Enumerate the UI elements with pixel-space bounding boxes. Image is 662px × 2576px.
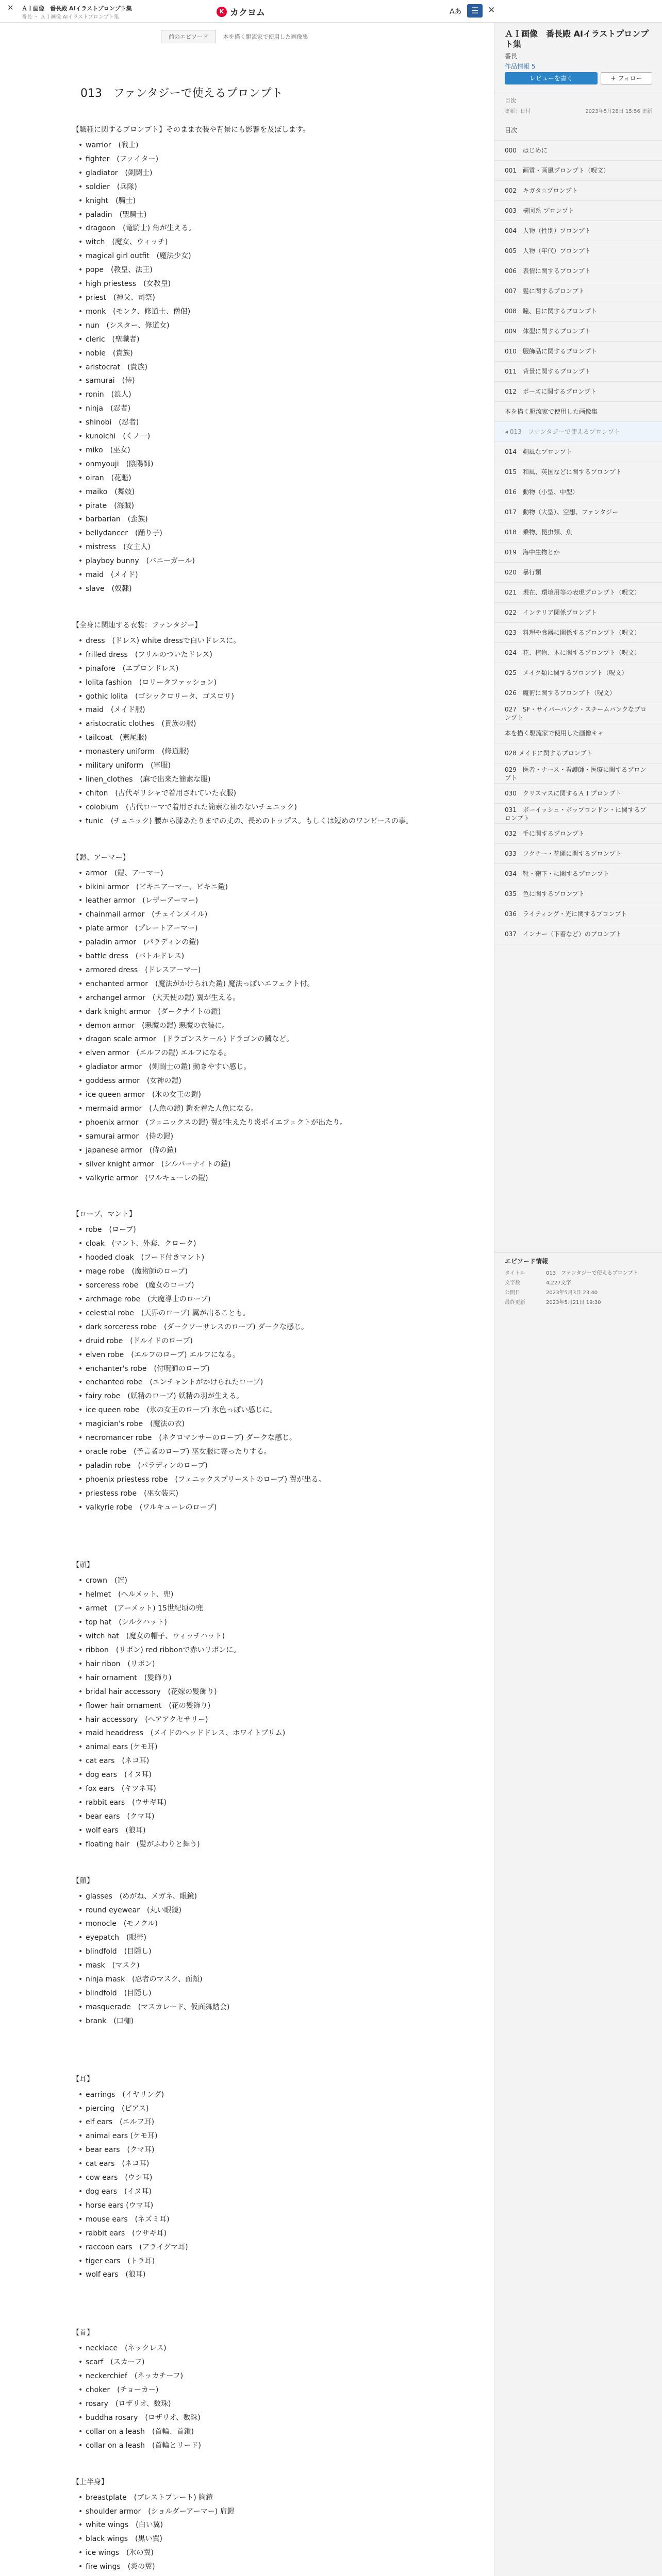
prompt-list	[72, 634, 428, 828]
list-item: • oiran (花魁)	[72, 471, 428, 485]
close-icon[interactable]: ✕	[7, 3, 14, 12]
list-item: • sorceress robe (魔女のローブ)	[72, 1279, 428, 1293]
update-dates	[494, 106, 662, 117]
prompt-list	[72, 1574, 428, 1851]
list-item: • horse ears (ウマ耳)	[72, 2199, 428, 2213]
list-item: • archmage robe (大魔導士のローブ)	[72, 1293, 428, 1307]
book-title[interactable]: ＡＩ画像 番長殿 AIイラストプロンプト集	[22, 5, 132, 12]
episode-info-key: 公開日	[505, 1290, 520, 1296]
toc-item[interactable]: 022 インテリア関係プロンプト	[494, 603, 662, 623]
list-item: • phoenix armor (フェニックスの鎧) 翼が生えたり炎ポイエフェクトが出たり。	[72, 1116, 428, 1130]
list-item: • gothic lolita (ゴシックロリータ、ゴスロリ)	[72, 690, 428, 704]
toc-item[interactable]: 目次	[494, 121, 662, 141]
list-item: • animal ears (ケモ耳)	[72, 1740, 428, 1754]
list-item: • gladiator armor (剣闘士の鎧) 動きやすい感じ。	[72, 1060, 428, 1074]
toc-item[interactable]: 032 手に関するプロンプト	[494, 824, 662, 844]
toc-item[interactable]: 026 魔術に関するプロンプト（呪文）	[494, 683, 662, 703]
toc-item[interactable]: 028 メイドに関するプロンプト	[494, 743, 662, 764]
list-item: • mage robe (魔術師のローブ)	[72, 1265, 428, 1279]
list-item: • buddha rosary (ロザリオ、数珠)	[72, 2411, 428, 2425]
list-item: • fox ears (キツネ耳)	[72, 1782, 428, 1796]
list-item: • dog ears (イヌ耳)	[72, 1768, 428, 1782]
list-item: • wolf ears (狼耳)	[72, 1824, 428, 1838]
article-body	[72, 60, 428, 2576]
list-item: • cow ears (ウシ耳)	[72, 2171, 428, 2185]
list-item: • lolita fashion (ロリータファッション)	[72, 676, 428, 690]
list-item: • white wings (白い翼)	[72, 2518, 428, 2532]
write-review-button[interactable]: レビューを書く	[505, 72, 598, 84]
toc-item[interactable]: 021 現在、環境用等の表現プロンプト（呪文）	[494, 583, 662, 603]
list-item: • floating hair (髪がふわりと舞う)	[72, 1838, 428, 1852]
toc-item[interactable]: 011 背景に関するプロンプト	[494, 362, 662, 382]
list-item: • aristocrat (貴族)	[72, 361, 428, 375]
article-sections	[72, 124, 428, 2576]
list-item	[72, 2574, 428, 2576]
list-item: • dark sorceress robe (ダークソーサレスのローブ) ダークな感じ。	[72, 1320, 428, 1334]
list-item: • archangel armor (大天使の鎧) 翼が生える。	[72, 991, 428, 1005]
list-item: • magical girl outfit (魔法少女)	[72, 249, 428, 263]
list-item: • mermaid armor (人魚の鎧) 鎧を着た人魚になる。	[72, 1102, 428, 1116]
list-item: • miko (巫女)	[72, 444, 428, 457]
toc-item[interactable]: 031 ボーイッシュ・ポップロンドン・に関するプロンプト	[494, 804, 662, 824]
list-item: • hair ornament (髪飾り)	[72, 1671, 428, 1685]
list-item: • necromancer robe (ネクロマンサーのローブ) ダークな感じ。	[72, 1431, 428, 1445]
list-item: • maid (メイド服)	[72, 703, 428, 717]
toc-item[interactable]: 033 フクナー・花関に関するプロンプト	[494, 844, 662, 864]
list-item: • brank (口枷)	[72, 2014, 428, 2028]
episode-info-value: 2023年5月3日 23:40	[546, 1290, 598, 1296]
close-panel-icon[interactable]: ✕	[488, 5, 495, 15]
list-item: • monocle (モノクル)	[72, 1917, 428, 1931]
date-left: 更新：日付	[505, 109, 531, 114]
list-item: • priestess robe (巫女装束)	[72, 1487, 428, 1501]
list-item: • rabbit ears (ウサギ耳)	[72, 1796, 428, 1810]
list-item: • kunoichi (くノ一)	[72, 430, 428, 444]
section-heading: 【耳】	[72, 2075, 94, 2083]
list-item: • warrior (戦士)	[72, 139, 428, 152]
list-item: • celestial robe (天界のローブ) 翼が出ることも。	[72, 1307, 428, 1320]
toc-item[interactable]: 018 乗物、昆虫類、魚	[494, 522, 662, 543]
list-item: • noble (貴族)	[72, 347, 428, 361]
list-item: • goddess armor (女神の鎧)	[72, 1074, 428, 1088]
list-item: • mask (マスク)	[72, 1959, 428, 1973]
toc-item[interactable]: 004 人物（性別）プロンプト	[494, 221, 662, 241]
list-item: • earrings (イヤリング)	[72, 2088, 428, 2102]
list-item: • maid (メイド)	[72, 568, 428, 582]
toc-item[interactable]: 036 ライティング・光に関するプロンプト	[494, 904, 662, 924]
list-item: • ninja mask (忍者のマスク、面頬)	[72, 1973, 428, 1987]
list-item: • breastplate (ブレストプレート) 胸鎧	[72, 2491, 428, 2505]
list-item: • fairy robe (妖精のローブ) 妖精の羽が生える。	[72, 1389, 428, 1403]
episode-info-key: 文字数	[505, 1280, 520, 1286]
list-item: • magician's robe (魔法の衣)	[72, 1417, 428, 1431]
toc-item[interactable]: 017 動物（大型）、空想、ファンタジー	[494, 502, 662, 522]
list-item: • enchanter's robe (付呪師のローブ)	[72, 1362, 428, 1376]
list-item: • elven armor (エルフの鎧) エルフになる。	[72, 1046, 428, 1060]
list-item: • high priestess (女教皇)	[72, 277, 428, 291]
episode-info	[494, 1252, 662, 1307]
sidebar-book-title[interactable]: ＡＩ画像 番長殿 AIイラストプロンプト集	[505, 29, 649, 49]
sidebar-meta	[494, 93, 662, 117]
list-item: • maid headdress (メイドのヘッドドレス、ホワイトブリム)	[72, 1726, 428, 1740]
list-item: • shoulder armor (ショルダーアーマー) 肩鎧	[72, 2505, 428, 2519]
list-item: • valkyrie armor (ワルキューレの鎧)	[72, 1172, 428, 1185]
list-item: • dress (ドレス) white dressで白いドレスに。	[72, 634, 428, 648]
list-item: • silver knight armor (シルバーナイトの鎧)	[72, 1158, 428, 1172]
toc-item[interactable]: ◂ 013 ファンタジーで使えるプロンプト	[494, 422, 662, 442]
episode-info-row	[494, 1287, 662, 1297]
list-item: • tunic (チュニック) 腰から膝あたりまでの丈の、長めのトップス。もしくは短めのワンピースの事。	[72, 815, 428, 828]
list-item: • priest (神父、司祭)	[72, 291, 428, 305]
list-item: • samurai (侍)	[72, 374, 428, 388]
date-right: 2023年5月28日 15:56 更新	[585, 109, 652, 114]
list-item: • ice wings (氷の翼)	[72, 2546, 428, 2560]
prompt-list	[72, 1223, 428, 1514]
toc-item[interactable]: 本を描く駆流家で使用した画像集	[494, 402, 662, 422]
list-item: • maiko (舞妓)	[72, 485, 428, 499]
list-item: • linen_clothes (麻で出来た簡素な服)	[72, 773, 428, 787]
list-item: • knight (騎士)	[72, 194, 428, 208]
toc-item[interactable]: 010 服飾品に関するプロンプト	[494, 342, 662, 362]
list-item: • hooded cloak (フード付きマント)	[72, 1251, 428, 1265]
list-item: • witch (魔女、ウィッチ)	[72, 235, 428, 249]
list-item: • dark knight armor (ダークナイトの鎧)	[72, 1005, 428, 1019]
logo-text: カクヨム	[230, 8, 265, 18]
list-item: • nun (シスター、修道女)	[72, 319, 428, 333]
breadcrumb	[161, 30, 308, 43]
list-item: • robe (ローブ)	[72, 1223, 428, 1237]
list-item: • military uniform (軍服)	[72, 759, 428, 773]
list-item: • valkyrie robe (ワルキューレのローブ)	[72, 1501, 428, 1515]
list-item: • neckerchief (ネッカチーフ)	[72, 2369, 428, 2383]
list-item: • bear ears (クマ耳)	[72, 2143, 428, 2157]
list-item: • chiton (古代ギリシャで着用されていた衣服)	[72, 787, 428, 801]
list-item: • bridal hair accessory (花嫁の髪飾り)	[72, 1685, 428, 1699]
toc-item[interactable]: 019 海中生物とか	[494, 543, 662, 563]
toc-item[interactable]: 025 メイク類に関するプロンプト（呪文）	[494, 663, 662, 683]
list-item: • onmyouji (陰陽師)	[72, 457, 428, 471]
list-item: • paladin armor (パラディンの鎧)	[72, 936, 428, 950]
list-item: • witch hat (魔女の帽子、ウィッチハット)	[72, 1630, 428, 1643]
episode-info-label: エピソード情報	[505, 1258, 549, 1265]
toc-item[interactable]: 008 瞳、目に関するプロンプト	[494, 301, 662, 321]
list-item: • frilled dress (フリルのついたドレス)	[72, 648, 428, 662]
toc-item[interactable]: 012 ポーズに関するプロンプト	[494, 382, 662, 402]
toc-item[interactable]: 016 動物（小型、中型）	[494, 482, 662, 502]
list-item: • piercing (ピアス)	[72, 2102, 428, 2116]
top-bar	[0, 0, 662, 23]
list-item: • top hat (シルクハット)	[72, 1616, 428, 1630]
list-item: • elf ears (エルフ耳)	[72, 2115, 428, 2129]
list-item: • aristocratic clothes (貴族の服)	[72, 717, 428, 731]
prompt-list	[72, 139, 428, 596]
episode-info-row	[494, 1297, 662, 1307]
main-content	[0, 23, 494, 2576]
prompt-list	[72, 2491, 428, 2576]
list-item: • armet (アーメット) 15世紀頃の兜	[72, 1602, 428, 1616]
list-item: • ninja (忍者)	[72, 402, 428, 416]
toc-item[interactable]: 000 はじめに	[494, 141, 662, 161]
list-item: • bikini armor (ビキニアーマー、ビキニ鎧)	[72, 880, 428, 894]
prompt-list	[72, 2088, 428, 2282]
list-item: • playboy bunny (バニーガール)	[72, 554, 428, 568]
follow-button[interactable]: + フォロー	[601, 72, 652, 84]
toc-item[interactable]: 029 医者・ナース・看護師・医療に関するプロンプト	[494, 764, 662, 784]
toc-item[interactable]: 005 人物（年代）プロンプト	[494, 241, 662, 261]
prev-episode-button[interactable]: 前のエピソード	[161, 30, 216, 43]
sidebar	[494, 23, 662, 2576]
list-item: • pirate (海賊)	[72, 499, 428, 513]
font-size-button[interactable]: Aあ	[450, 8, 462, 16]
sidebar-work-info[interactable]: 作品情報 5	[505, 63, 536, 70]
toc-item[interactable]: 015 和風、英国などに関するプロンプト	[494, 462, 662, 482]
list-item: • blindfold (目隠し)	[72, 1987, 428, 2001]
toc-item[interactable]: 037 インナー（下着など）のプロンプト	[494, 924, 662, 944]
toc-item[interactable]: 023 料理や食器に関係するプロンプト（呪文）	[494, 623, 662, 643]
list-item: • tailcoat (燕尾服)	[72, 731, 428, 745]
list-item: • elven robe (エルフのローブ) エルフになる。	[72, 1348, 428, 1362]
sidebar-publisher[interactable]: 番長	[505, 53, 518, 60]
list-item: • demon armor (悪魔の鎧) 悪魔の衣装に。	[72, 1019, 428, 1033]
list-item: • barbarian (蛮族)	[72, 513, 428, 527]
list-item: • cat ears (ネコ耳)	[72, 1754, 428, 1768]
prompt-list	[72, 867, 428, 1185]
list-item: • battle dress (バトルドレス)	[72, 950, 428, 963]
list-item: • soldier (兵隊)	[72, 180, 428, 194]
list-item: • necklace (ネックレス)	[72, 2342, 428, 2355]
table-of-contents	[494, 121, 662, 944]
list-item: • hair ribon (リボン)	[72, 1657, 428, 1671]
list-item: • pope (教皇、法王)	[72, 263, 428, 277]
list-item: • collar on a leash (首輪、首鎖)	[72, 2425, 428, 2439]
toc-item[interactable]: 009 体型に関するプロンプト	[494, 321, 662, 342]
list-item: • phoenix priestess robe (フェニックスプリーストのローブ) 翼が出る。	[72, 1473, 428, 1487]
episode-info-rows	[494, 1267, 662, 1307]
toc-item[interactable]: 030 クリスマスに関するＡＩプロンプト	[494, 784, 662, 804]
list-item: • animal ears (ケモ耳)	[72, 2129, 428, 2143]
toc-label: 目次	[505, 97, 516, 104]
toc-item[interactable]: 024 花、植物、木に関するプロンプト（呪文）	[494, 643, 662, 663]
episode-info-row	[494, 1267, 662, 1277]
book-subtitle: 番長 ・ ＡＩ画像 AIイラストプロンプト集	[22, 14, 119, 20]
list-item: • wolf ears (狼耳)	[72, 2268, 428, 2282]
section-heading: 【上半身】	[72, 2478, 108, 2486]
list-item: • fire wings (炎の翼)	[72, 2560, 428, 2574]
episode-info-value: 2023年5月21日 19:30	[546, 1300, 601, 1306]
list-item: • japanese armor (侍の鎧)	[72, 1144, 428, 1158]
section-heading: 【首】	[72, 2329, 94, 2337]
toc-item[interactable]: 007 髪に関するプロンプト	[494, 281, 662, 301]
toc-item[interactable]: 002 キガタ☆プロンプト	[494, 181, 662, 201]
list-item: • fighter (ファイター)	[72, 152, 428, 166]
list-item: • plate armor (プレートアーマー)	[72, 922, 428, 936]
episode-info-key: 最終更新	[505, 1300, 525, 1306]
list-item: • enchanted armor (魔法がかけられた鎧) 魔法っぽいエフェクト付。	[72, 977, 428, 991]
list-item: • crown (冠)	[72, 1574, 428, 1588]
list-item: • paladin (聖騎士)	[72, 208, 428, 222]
toc-item[interactable]: 027 SF・サイバーパンク・スチームパンクなプロンプト	[494, 703, 662, 723]
list-item: • cat ears (ネコ耳)	[72, 2157, 428, 2171]
section-heading: 【職種に関するプロンプト】そのまま衣装や背景にも影響を及ぼします。	[72, 126, 310, 134]
list-item: • rabbit ears (ウサギ耳)	[72, 2227, 428, 2241]
site-logo[interactable]	[217, 5, 265, 18]
list-item: • mouse ears (ネズミ耳)	[72, 2213, 428, 2227]
list-item: • monk (モンク、修道士、僧侶)	[72, 305, 428, 319]
list-item: • dragoon (竜騎士) 角が生える。	[72, 222, 428, 235]
list-item: • armored dress (ドレスアーマー)	[72, 963, 428, 977]
toc-item[interactable]: 035 色に関するプロンプト	[494, 884, 662, 904]
toc-item[interactable]: 本を描く駆流家で使用した画像キャ	[494, 723, 662, 743]
menu-icon[interactable]: ☰	[467, 4, 483, 18]
section-heading: 【鎧、アーマー】	[72, 853, 130, 862]
list-item: • raccoon ears (アライグマ耳)	[72, 2241, 428, 2255]
section-heading: 【全身に関連する衣装：ファンタジー】	[72, 621, 202, 630]
list-item: • collar on a leash (首輪とリード)	[72, 2439, 428, 2453]
toc-item[interactable]: 034 靴・鞄下・に関するプロンプト	[494, 864, 662, 884]
list-item: • mistress (女主人)	[72, 540, 428, 554]
section-heading: 【ローブ、マント】	[72, 1210, 137, 1219]
logo-mark-icon: K	[217, 7, 227, 17]
episode-info-row	[494, 1277, 662, 1287]
list-item: • cloak (マント、外套、クローク)	[72, 1237, 428, 1251]
list-item: • masquerade (マスカレード、仮面舞踏会)	[72, 2001, 428, 2014]
list-item: • bellydancer (踊り子)	[72, 527, 428, 540]
list-item: • dragon scale armor (ドラゴンスケール) ドラゴンの鱗など。	[72, 1032, 428, 1046]
list-item: • black wings (黒い翼)	[72, 2532, 428, 2546]
list-item: • slave (奴隷)	[72, 582, 428, 596]
breadcrumb-section[interactable]: 本を描く駆流家で使用した画像集	[223, 33, 308, 40]
section-heading: 【顔】	[72, 1876, 94, 1885]
list-item: • shinobi (忍者)	[72, 416, 428, 430]
prompt-list	[72, 1890, 428, 2028]
episode-info-value: 013 ファンタジーで使えるプロンプト	[546, 1270, 638, 1276]
list-item: • enchanted robe (エンチャントがかけられたローブ)	[72, 1376, 428, 1389]
list-item: • druid robe (ドルイドのローブ)	[72, 1334, 428, 1348]
episode-title: 013 ファンタジーで使えるプロンプト	[80, 87, 283, 100]
toc-item[interactable]: 006 表情に関するプロンプト	[494, 261, 662, 281]
list-item: • hair accessory (ヘアアクセサリー)	[72, 1713, 428, 1727]
list-item: • ice queen armor (氷の女王の鎧)	[72, 1088, 428, 1102]
list-item: • glasses (めがね、メガネ、眼鏡)	[72, 1890, 428, 1904]
prompt-list	[72, 2342, 428, 2452]
list-item: • cleric (聖職者)	[72, 333, 428, 347]
list-item: • pinafore (エプロンドレス)	[72, 662, 428, 676]
list-item: • paladin robe (パラディンのローブ)	[72, 1459, 428, 1473]
list-item: • rosary (ロザリオ、数珠)	[72, 2397, 428, 2411]
list-item: • colobium (古代ローマで着用された簡素な袖のないチュニック)	[72, 801, 428, 815]
toc-item[interactable]: 014 剣風なプロンプト	[494, 442, 662, 462]
episode-info-key: タイトル	[505, 1270, 525, 1276]
list-item: • tiger ears (トラ耳)	[72, 2255, 428, 2268]
list-item: • armor (鎧、アーマー)	[72, 867, 428, 880]
list-item: • round eyewear (丸い眼鏡)	[72, 1904, 428, 1918]
list-item: • monastery uniform (修道服)	[72, 745, 428, 759]
list-item: • chainmail armor (チェインメイル)	[72, 908, 428, 922]
section-heading: 【頭】	[72, 1561, 94, 1570]
list-item: • gladiator (剣闘士)	[72, 166, 428, 180]
toc-item[interactable]: 020 暴行類	[494, 563, 662, 583]
episode-info-value: 4,227文字	[546, 1280, 571, 1286]
toc-item[interactable]: 003 構図系 プロンプト	[494, 201, 662, 221]
list-item: • bear ears (クマ耳)	[72, 1810, 428, 1824]
list-item: • oracle robe (予言者のローブ) 巫女服に寄ったりする。	[72, 1445, 428, 1459]
list-item: • ice queen robe (氷の女王のローブ) 氷色っぽい感じに。	[72, 1403, 428, 1417]
toc-item[interactable]: 001 画質・画風プロンプト（呪文）	[494, 161, 662, 181]
list-item: • dog ears (イヌ耳)	[72, 2185, 428, 2199]
list-item: • ronin (浪人)	[72, 388, 428, 402]
list-item: • eyepatch (眼帯)	[72, 1931, 428, 1945]
list-item: • ribbon (リボン) red ribbonで赤いリボンに。	[72, 1643, 428, 1657]
list-item: • blindfold (目隠し)	[72, 1945, 428, 1959]
list-item: • helmet (ヘルメット、兜)	[72, 1588, 428, 1602]
list-item: • flower hair ornament (花の髪飾り)	[72, 1699, 428, 1713]
list-item: • leather armor (レザーアーマー)	[72, 894, 428, 908]
list-item: • scarf (スカーフ)	[72, 2355, 428, 2369]
list-item: • choker (チョーカー)	[72, 2383, 428, 2397]
list-item: • samurai armor (侍の鎧)	[72, 1130, 428, 1144]
